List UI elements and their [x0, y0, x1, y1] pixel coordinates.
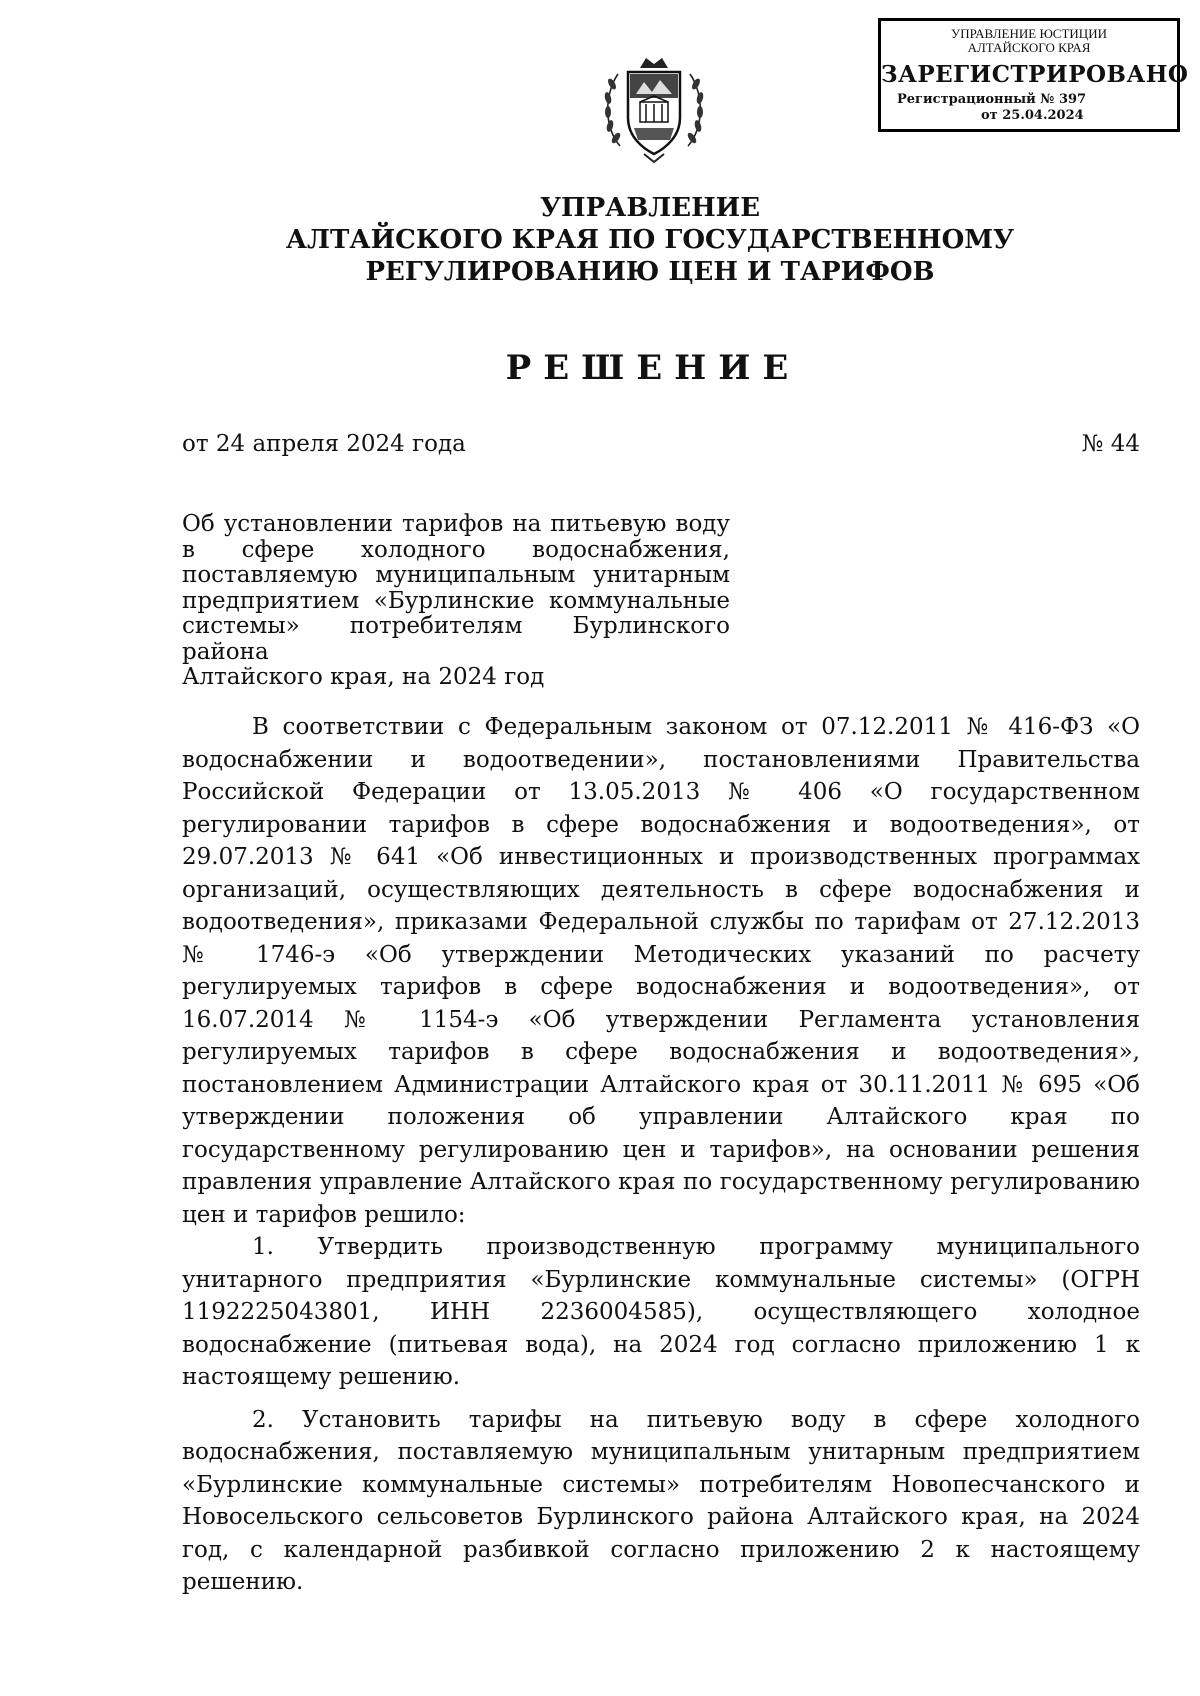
issuing-authority: [200, 192, 1100, 288]
stamp-status: ЗАРЕГИСТРИРОВАНО: [881, 61, 1189, 88]
registration-stamp: [878, 18, 1189, 132]
authority-line2: АЛТАЙСКОГО КРАЯ ПО ГОСУДАРСТВЕННОМУ: [285, 225, 1015, 255]
stamp-reg-date: от 25.04.2024: [981, 108, 1084, 123]
preamble-paragraph: В соответствии с Федеральным законом от 07.12.2011 № 416-ФЗ «О водоснабжении и водоотведении», постановлениями Правительства Российской Федерации от 13.05.2013 № 406 «О государственном регулировании тарифов в сфере водоснабжения и водоотведения», от 29.07.2013 № 641 «Об инвестиционных и производственных программах организаций, осуществляющих деятельность в сфере водоснабжения и водоотведения», приказами Федеральной службы по тарифам от 27.12.2013 № 1746-э «Об утверждении Методических указаний по расчету регулируемых тарифов в сфере водоснабжения и водоотведения», от 16.07.2014 № 1154-э «Об утверждении Регламента установления регулируемых тарифов в сфере водоснабжения и водоотведения», постановлением Администрации Алтайского края от 30.11.2011 № 695 «Об утверждении положения об управлении Алтайского края по государственному регулированию цен и тарифов», на основании решения правления управление Алтайского края по государственному регулированию цен и тарифов решило:: [182, 714, 1140, 1228]
decision-item-1: 1. Утвердить производственную программу муниципального унитарного предприятия «Бурлинские коммунальные системы» (ОГРН 1192225043801, ИНН 2236004585), осуществляющего холодное водоснабжение (питьевая вода), на 2024 год согласно приложению 1 к настоящему решению.: [182, 1234, 1140, 1390]
stamp-registration: [881, 92, 1177, 124]
document-date: от 24 апреля 2024 года: [182, 431, 466, 457]
subject-line: системы» потребителям Бурлинского района: [182, 613, 730, 665]
authority-line3: РЕГУЛИРОВАНИЮ ЦЕН И ТАРИФОВ: [365, 257, 935, 287]
document-type-title: РЕШЕНИЕ: [505, 348, 801, 388]
document-subject: [182, 512, 730, 691]
decision-item-2: 2. Установить тарифы на питьевую воду в сфере холодного водоснабжения, поставляемую муниципальным унитарным предприятием «Бурлинские коммунальные системы» потребителям Новопесчанского и Новосельского сельсоветов Бурлинского района Алтайского края, на 2024 год, с календарной разбивкой согласно приложению 2 к настоящему решению.: [182, 1406, 1140, 1595]
stamp-reg-number: Регистрационный № 397: [897, 92, 1087, 107]
subject-line: в сфере холодного водоснабжения,: [182, 536, 730, 563]
subject-line: предприятием «Бурлинские коммунальные: [182, 587, 730, 614]
subject-line: поставляемую муниципальным унитарным: [182, 562, 730, 588]
coat-of-arms-emblem: [600, 54, 708, 166]
authority-line1: УПРАВЛЕНИЕ: [539, 193, 761, 223]
stamp-org-line2: АЛТАЙСКОГО КРАЯ: [967, 40, 1091, 55]
stamp-org: [881, 27, 1177, 55]
document-number: № 44: [1081, 431, 1140, 457]
subject-line: Об установлении тарифов на питьевую воду: [182, 511, 730, 537]
stamp-org-line1: УПРАВЛЕНИЕ ЮСТИЦИИ: [951, 26, 1107, 41]
document-body: [182, 711, 1140, 1599]
subject-line: Алтайского края, на 2024 год: [182, 664, 545, 690]
